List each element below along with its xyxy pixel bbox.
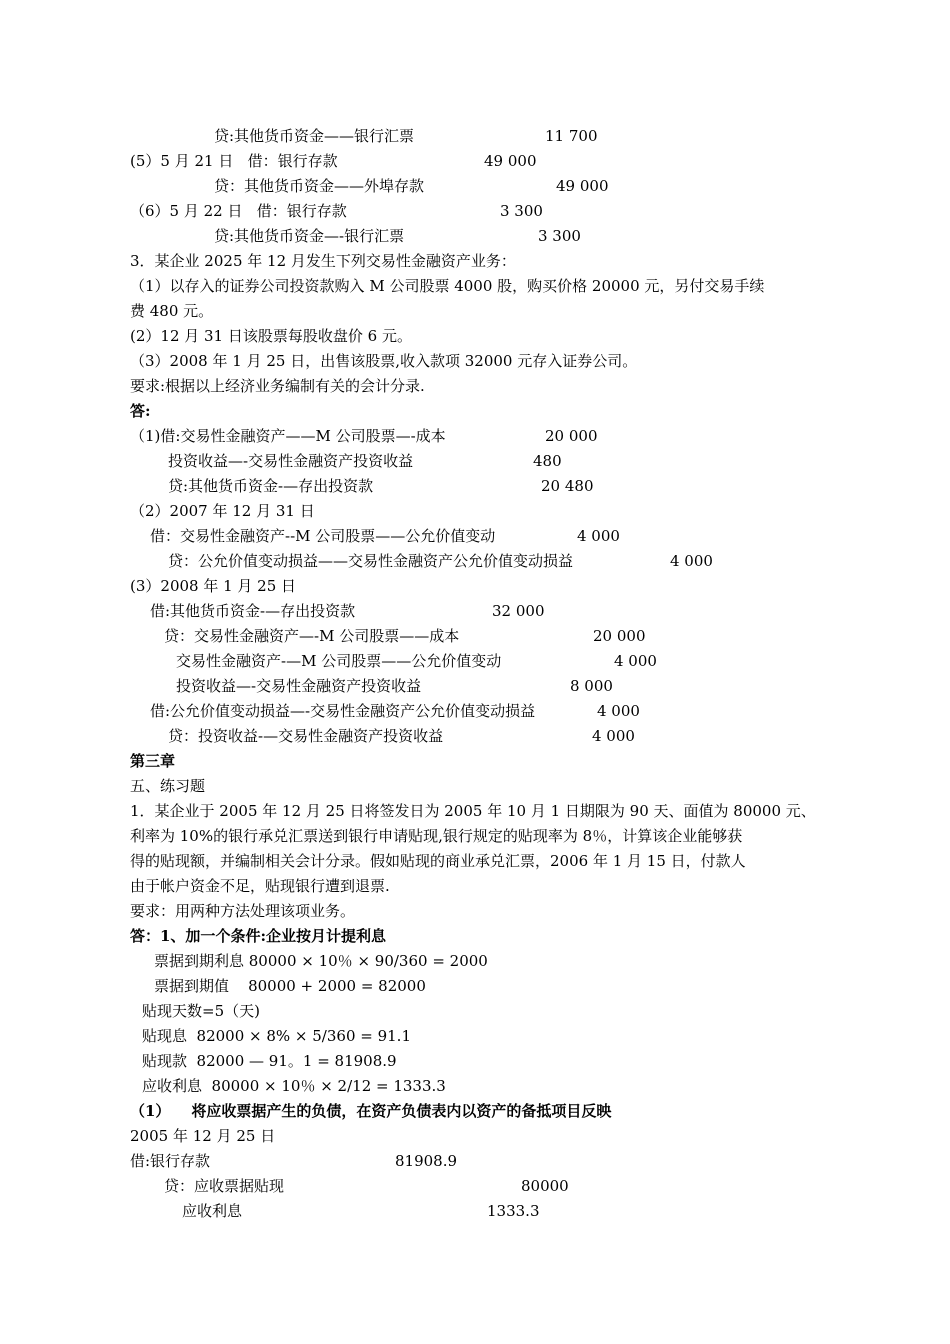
amount: 49 000 xyxy=(556,177,609,195)
amount: 3 300 xyxy=(538,227,581,245)
amount: 4 000 xyxy=(670,552,713,570)
amount: 4 000 xyxy=(614,652,657,670)
amount: 4 000 xyxy=(592,727,635,745)
amount: 80000 xyxy=(521,1177,569,1195)
amount: 20 480 xyxy=(541,477,594,495)
amount: 49 000 xyxy=(484,152,537,170)
amount: 480 xyxy=(533,452,562,470)
amount: 32 000 xyxy=(492,602,545,620)
amount: 3 300 xyxy=(500,202,543,220)
amount: 4 000 xyxy=(597,702,640,720)
amount: 1333.3 xyxy=(487,1202,540,1220)
amount: 20 000 xyxy=(545,427,598,445)
amount: 8 000 xyxy=(570,677,613,695)
amount: 4 000 xyxy=(577,527,620,545)
amount: 81908.9 xyxy=(395,1152,458,1170)
amount: 11 700 xyxy=(545,127,598,145)
amount: 20 000 xyxy=(593,627,646,645)
